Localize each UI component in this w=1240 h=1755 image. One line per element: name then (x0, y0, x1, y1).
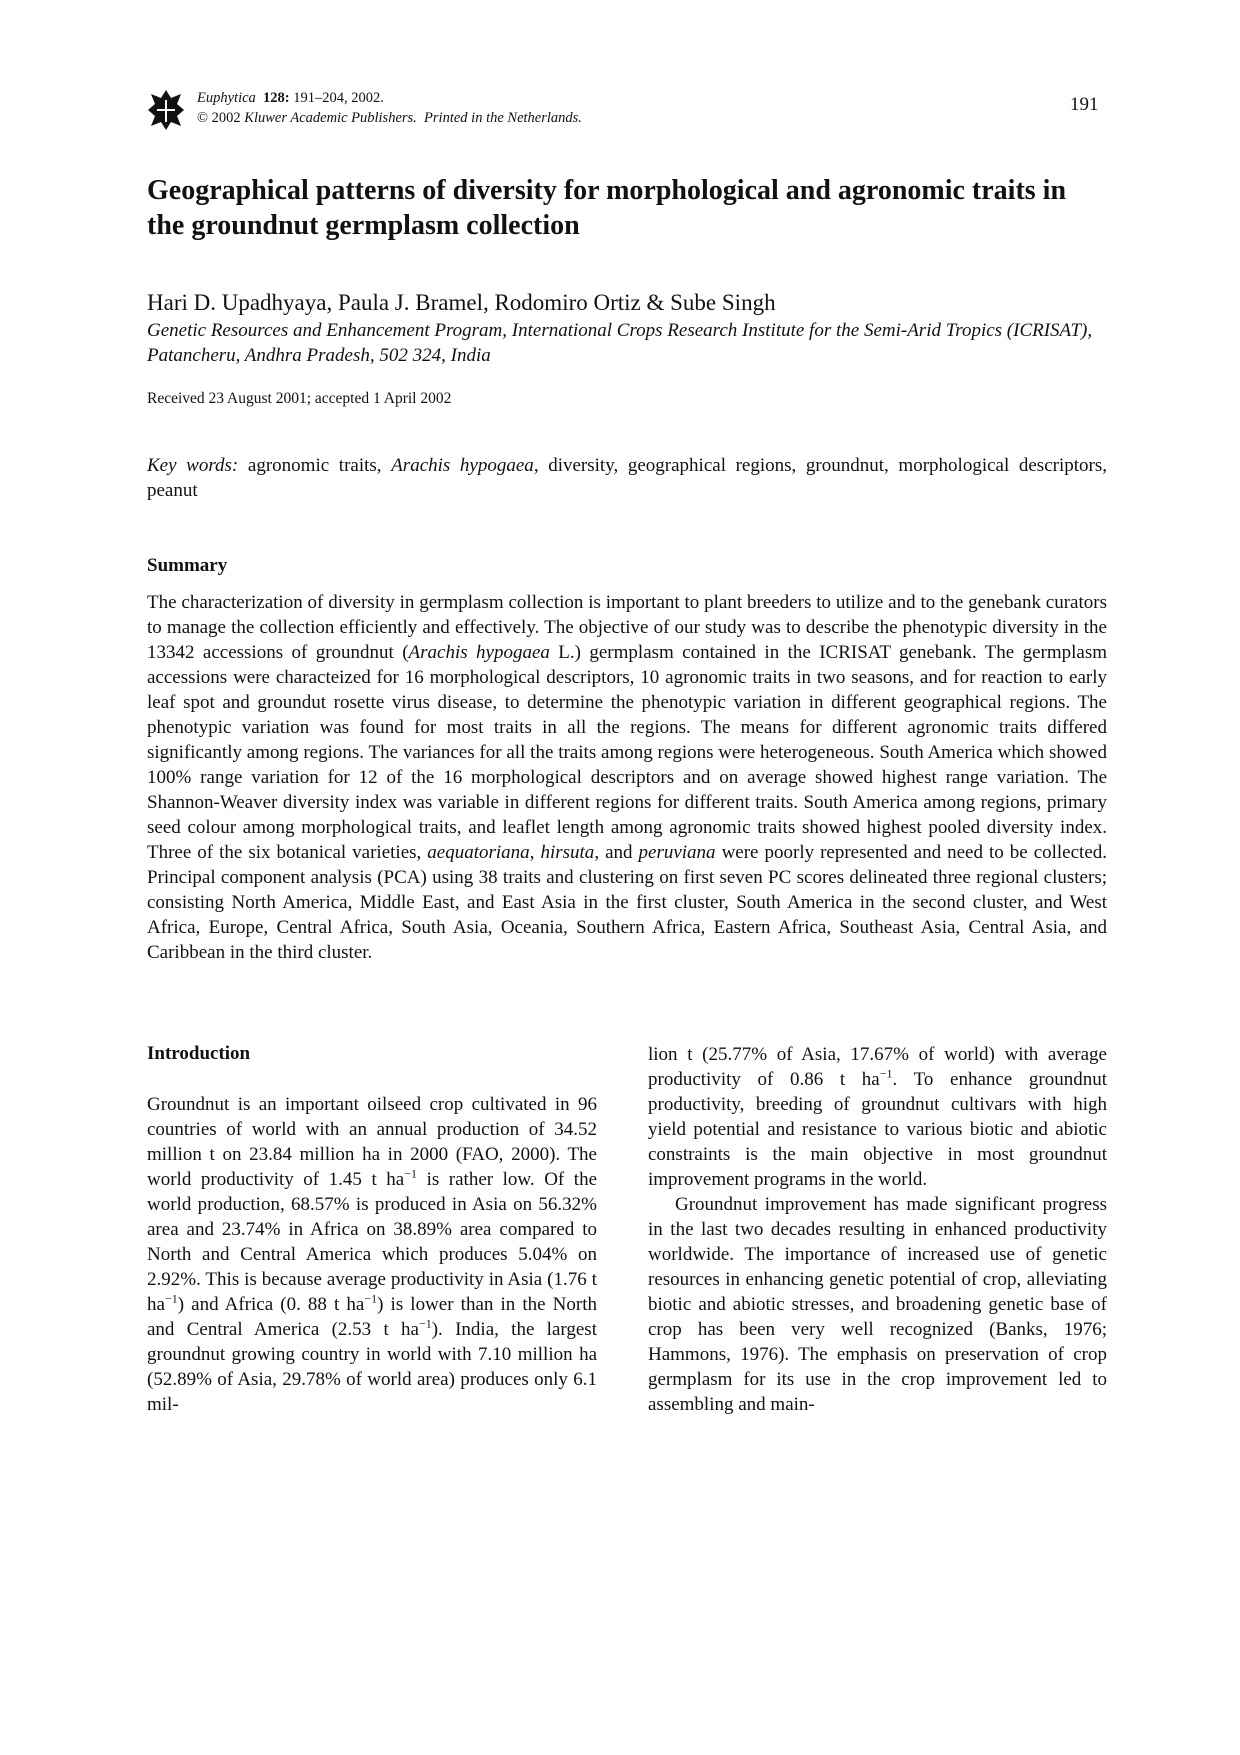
introduction-heading: Introduction (147, 1043, 251, 1064)
journal-volume: 128: (263, 90, 290, 106)
intro-text: ) and Africa (0. 88 t ha (177, 1294, 365, 1315)
intro-text: ) is lower than in the North and Central America (2.53 t ha (147, 1294, 597, 1340)
summary-text: , (529, 842, 541, 863)
introduction-paragraph-1 (147, 1092, 597, 1417)
summary-variety: hirsuta (540, 842, 595, 863)
intro-text: lion t (25.77% of Asia, 17.67% of world) with average productivity of 0.86 t ha (648, 1044, 1107, 1090)
publisher-logo-icon (147, 88, 185, 132)
keywords-text-rest: , diversity, geographical regions, groundnut, morphological descriptors, peanut (147, 455, 1107, 501)
journal-citation (197, 88, 582, 128)
intro-text: ). India, the largest groundnut growing country in world with 7.10 million ha (52.89% of Asia, 29.78% of world area) produces only 6.1 mil- (147, 1319, 597, 1415)
article-title: Geographical patterns of diversity for morphological and agronomic traits in the groundnut germplasm collection (147, 175, 1067, 241)
publisher-name: Kluwer Academic Publishers. (244, 110, 417, 126)
keywords-text: agronomic traits, (238, 455, 392, 476)
right-column (648, 1042, 1107, 1417)
journal-pages: 191–204, 2002. (293, 90, 384, 106)
intro-text: Groundnut is an important oilseed crop cultivated in 96 countries of world with an annual production of 34.52 million t on 23.84 million ha in 2000 (FAO, 2000). The world productivity of 1.45 t ha (147, 1094, 597, 1190)
received-date: Received 23 August 2001; accepted 1 April 2002 (147, 390, 452, 407)
intro-text: is rather low. Of the world production, 68.57% is produced in Asia on 56.32% area and 23.74% in Africa on 38.89% area compared to North and Central America which produces 5.04% on 2.92%. This is because average productivity in Asia (1.76 t ha (147, 1169, 597, 1315)
summary-species: Arachis hypogaea (408, 642, 550, 663)
copyright-year: © 2002 (197, 110, 241, 126)
superscript: −1 (879, 1066, 893, 1081)
summary-text: The characterization of diversity in germplasm collection is important to plant breeders to utilize and to the genebank curators to manage the collection efficiently and effectively. The objective of our study was to describe the phenotypic diversity in the 13342 accessions of groundnut ( (147, 592, 1107, 663)
keywords (147, 453, 1107, 503)
summary-text: were poorly represented and need to be collected. Principal component analysis (PCA) using 38 traits and clustering on first seven PC scores delineated three regional clusters; consisting North America, Middle East, and East Asia in the first cluster, South America in the second cluster, and West Africa, Europe, Central Africa, South Asia, Oceania, Southern Africa, Eastern Africa, Southeast Asia, Central Asia, and Caribbean in the third cluster. (147, 842, 1108, 963)
summary-heading: Summary (147, 555, 228, 576)
keywords-species: Arachis hypogaea (391, 455, 534, 476)
printed-note: Printed in the Netherlands. (424, 110, 582, 126)
author-affiliation: Genetic Resources and Enhancement Program, International Crops Research Institute for the Semi-Arid Tropics (ICRISAT), Patancheru, Andhra Pradesh, 502 324, India (147, 320, 1093, 366)
summary-paragraph (147, 590, 1107, 965)
introduction-paragraph-2: Groundnut improvement has made significant progress in the last two decades resulting in enhanced productivity worldwide. The importance of increased use of genetic resources in enhancing genetic potential of crop, alleviating biotic and abiotic stresses, and broadening genetic base of crop has been very well recognized (Banks, 1976; Hammons, 1976). The emphasis on preservation of crop germplasm for its use in the crop improvement led to assembling and main- (648, 1194, 1107, 1415)
keywords-label: Key words: (147, 455, 239, 476)
superscript: −1 (418, 1316, 432, 1331)
superscript: −1 (164, 1291, 178, 1306)
superscript: −1 (364, 1291, 378, 1306)
summary-text: L.) germplasm contained in the ICRISAT genebank. The germplasm accessions were characteized for 16 morphological descriptors, 10 agronomic traits in two seasons, and for reaction to early leaf spot and groundut rosette virus disease, to determine the phenotypic variation in different geographical regions. The phenotypic variation was found for most traits in all the regions. The means for different agronomic traits differed significantly among regions. The variances for all the traits among regions were heterogeneous. South America which showed 100% range variation for 12 of the 16 morphological descriptors and on average showed highest range variation. The Shannon-Weaver diversity index was variable in different regions for different traits. South America among regions, primary seed colour among morphological traits, and leaflet length among agronomic traits showed highest pooled diversity index. Three of the six botanical varieties, (147, 642, 1107, 863)
page-number: 191 (1070, 94, 1099, 115)
author-list: Hari D. Upadhyaya, Paula J. Bramel, Rodomiro Ortiz & Sube Singh (147, 290, 776, 315)
superscript: −1 (404, 1166, 418, 1181)
journal-name: Euphytica (197, 90, 256, 106)
summary-variety: peruviana (638, 842, 716, 863)
introduction-paragraph-1-cont (648, 1042, 1107, 1192)
intro-text: . To enhance groundnut productivity, breeding of groundnut cultivars with high yield potential and resistance to various biotic and abiotic constraints is the main objective in most groundnut improvement programs in the world. (648, 1069, 1107, 1190)
summary-variety: aequatoriana (427, 842, 530, 863)
summary-text: , and (594, 842, 639, 863)
